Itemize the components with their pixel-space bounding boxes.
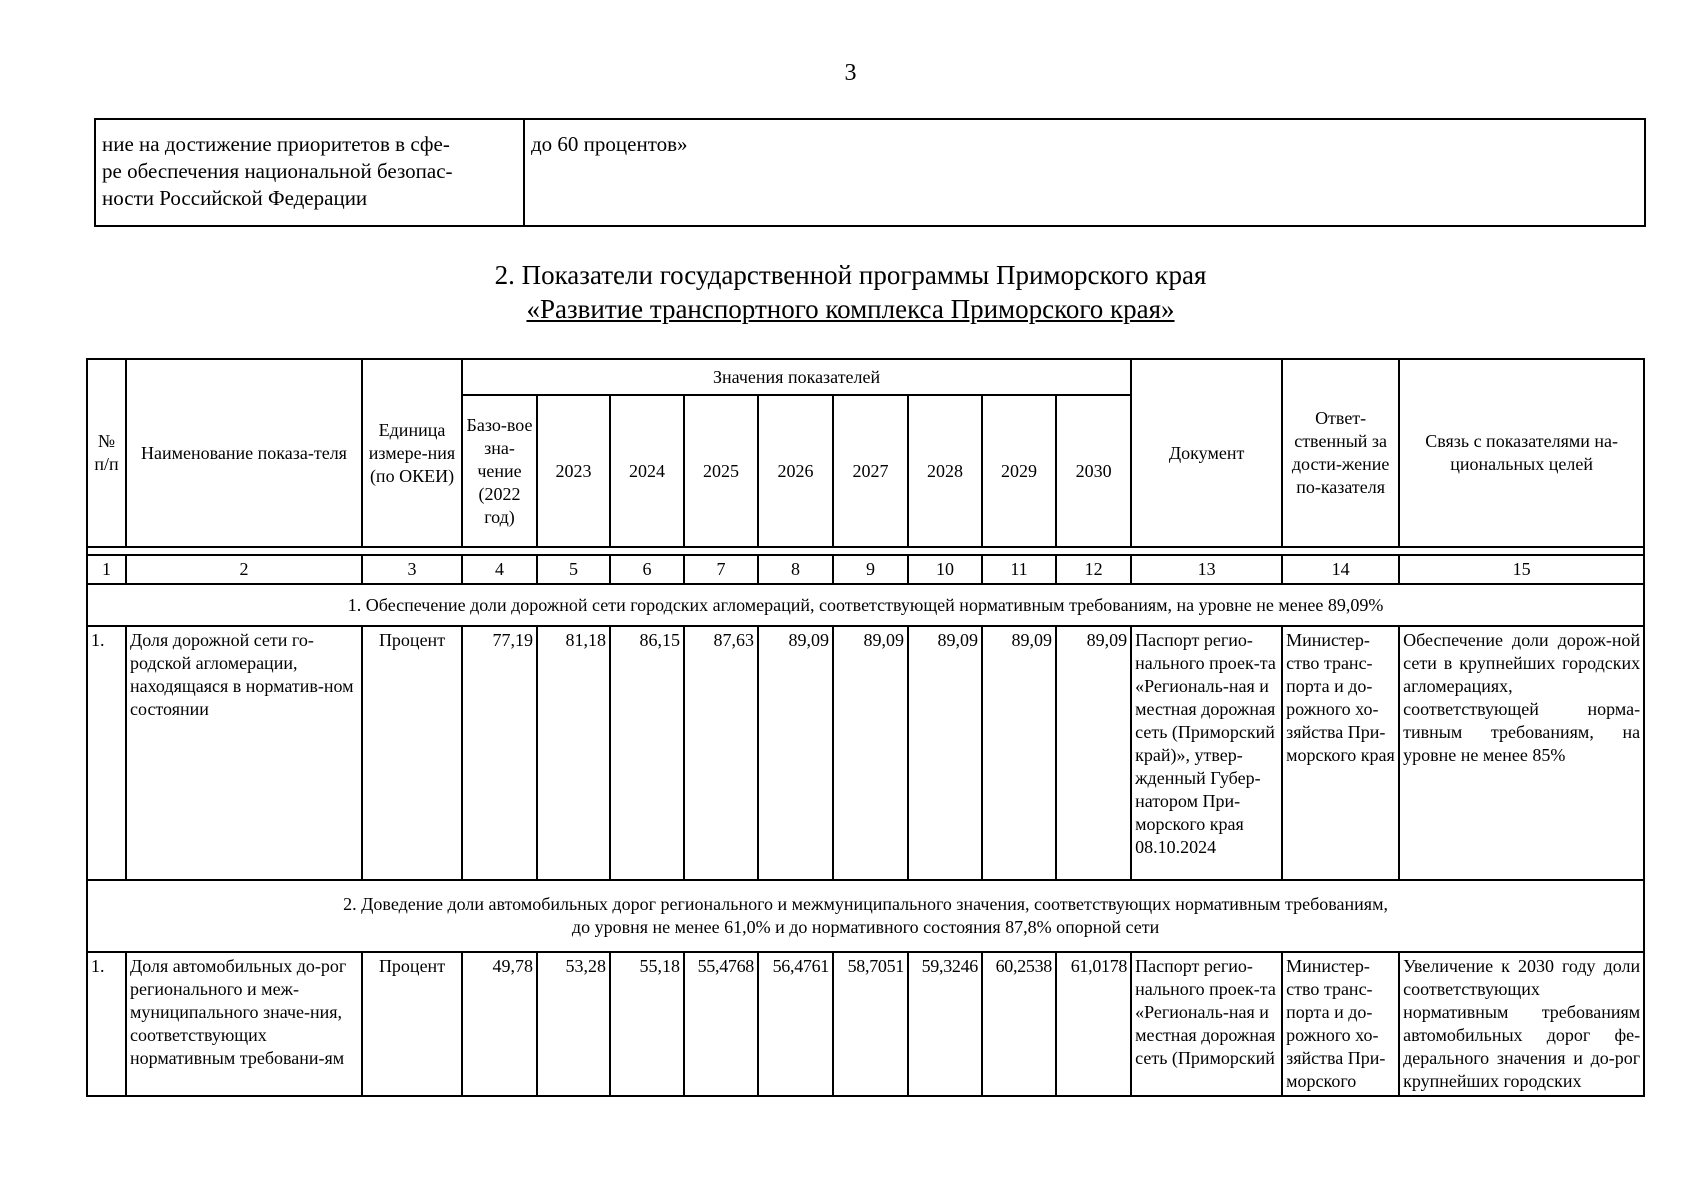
goal-2-line2: до уровня не менее 61,0% и до нормативного состояния 87,8% опорной сети — [571, 917, 1160, 937]
row-name: Доля дорожной сети го-родской агломерации, находящаяся в норматив-ном состоянии — [126, 626, 362, 880]
row-responsible: Министер-ство транс-порта и до-рожного хо-зяйства При-морского края — [1282, 626, 1399, 880]
header-base: Базо-вое зна-чение (2022 год) — [462, 395, 537, 547]
column-number: 7 — [684, 555, 758, 584]
row-value: 89,09 — [908, 626, 982, 880]
continuation-left-cell: ние на достижение приоритетов в сфе- ре обеспечения национальной безопас- ности Российской Федерации — [95, 119, 524, 226]
header-unit: Единица измере-ния (по ОКЕИ) — [362, 359, 462, 547]
column-number: 1 — [87, 555, 126, 584]
row-unit: Процент — [362, 952, 462, 1096]
goal-row — [87, 584, 1644, 626]
row-responsible: Министер-ство транс-порта и до-рожного хо-зяйства При-морского — [1282, 952, 1399, 1096]
header-gap — [87, 547, 1644, 555]
row-value: 61,0178 — [1056, 952, 1131, 1096]
goal-1: 1. Обеспечение доли дорожной сети городских агломераций, соответствующей нормативным требованиям, на уровне не менее 89,09% — [87, 584, 1644, 626]
column-numbers-row — [87, 555, 1644, 584]
row-value: 53,28 — [537, 952, 610, 1096]
column-number: 14 — [1282, 555, 1399, 584]
header-year: 2025 — [684, 395, 758, 547]
row-link: Обеспечение доли дорож-ной сети в крупнейших городских агломерациях, соответствующей норма-тивным требованиям, на уровне не менее 85% — [1399, 626, 1644, 880]
row-num: 1. — [87, 952, 126, 1096]
table-row — [87, 626, 1644, 880]
goal-2-line1: 2. Доведение доли автомобильных дорог регионального и межмуниципального значения, соответствующих нормативным требованиям, — [343, 894, 1388, 914]
row-value: 59,3246 — [908, 952, 982, 1096]
row-unit: Процент — [362, 626, 462, 880]
column-number: 6 — [610, 555, 684, 584]
row-link: Увеличение к 2030 году доли соответствующих нормативным требованиям автомобильных дорог фе-дерального значения и до-рог крупнейших городских — [1399, 952, 1644, 1096]
row-value: 89,09 — [1056, 626, 1131, 880]
column-number: 13 — [1131, 555, 1282, 584]
section-title — [0, 258, 1701, 326]
column-number: 3 — [362, 555, 462, 584]
continuation-table — [94, 118, 1646, 227]
row-value: 58,7051 — [833, 952, 908, 1096]
section-title-line2: «Развитие транспортного комплекса Приморского края» — [526, 294, 1175, 324]
header-year: 2028 — [908, 395, 982, 547]
indicators-table — [86, 358, 1645, 1097]
row-num: 1. — [87, 626, 126, 880]
row-value: 87,63 — [684, 626, 758, 880]
row-base-value: 77,19 — [462, 626, 537, 880]
continuation-right-cell: до 60 процентов» — [524, 119, 1645, 226]
column-number: 2 — [126, 555, 362, 584]
header-year: 2029 — [982, 395, 1056, 547]
header-year: 2030 — [1056, 395, 1131, 547]
row-value: 60,2538 — [982, 952, 1056, 1096]
table-row — [87, 952, 1644, 1096]
row-value: 89,09 — [833, 626, 908, 880]
page-number: 3 — [844, 60, 857, 86]
header-link: Связь с показателями на-циональных целей — [1399, 359, 1644, 547]
column-number: 4 — [462, 555, 537, 584]
row-value: 86,15 — [610, 626, 684, 880]
row-name: Доля автомобильных до-рог регионального и меж-муниципального значе-ния, соответствующих нормативным требовани-ям — [126, 952, 362, 1096]
row-value: 89,09 — [758, 626, 833, 880]
goal-2 — [87, 880, 1644, 952]
column-number: 5 — [537, 555, 610, 584]
row-document: Паспорт регио-нального проек-та «Региональ-ная и местная дорожная сеть (Приморский край)», утвер-жденный Губер-натором При-морского края 08.10.2024 — [1131, 626, 1282, 880]
row-base-value: 49,78 — [462, 952, 537, 1096]
row-document: Паспорт регио-нального проек-та «Региональ-ная и местная дорожная сеть (Приморский — [1131, 952, 1282, 1096]
column-number: 12 — [1056, 555, 1131, 584]
header-responsible: Ответ-ственный за дости-жение по-казателя — [1282, 359, 1399, 547]
row-value: 55,18 — [610, 952, 684, 1096]
section-title-line1: 2. Показатели государственной программы Приморского края — [494, 260, 1207, 290]
row-value: 56,4761 — [758, 952, 833, 1096]
column-number: 15 — [1399, 555, 1644, 584]
row-value: 81,18 — [537, 626, 610, 880]
header-values-group: Значения показателей — [462, 359, 1131, 395]
row-value: 89,09 — [982, 626, 1056, 880]
column-number: 10 — [908, 555, 982, 584]
header-year: 2026 — [758, 395, 833, 547]
header-document: Документ — [1131, 359, 1282, 547]
column-number: 8 — [758, 555, 833, 584]
column-number: 9 — [833, 555, 908, 584]
row-value: 55,4768 — [684, 952, 758, 1096]
header-year: 2027 — [833, 395, 908, 547]
header-num: № п/п — [87, 359, 126, 547]
header-year: 2024 — [610, 395, 684, 547]
goal-row — [87, 880, 1644, 952]
column-number: 11 — [982, 555, 1056, 584]
header-year: 2023 — [537, 395, 610, 547]
header-name: Наименование показа-теля — [126, 359, 362, 547]
